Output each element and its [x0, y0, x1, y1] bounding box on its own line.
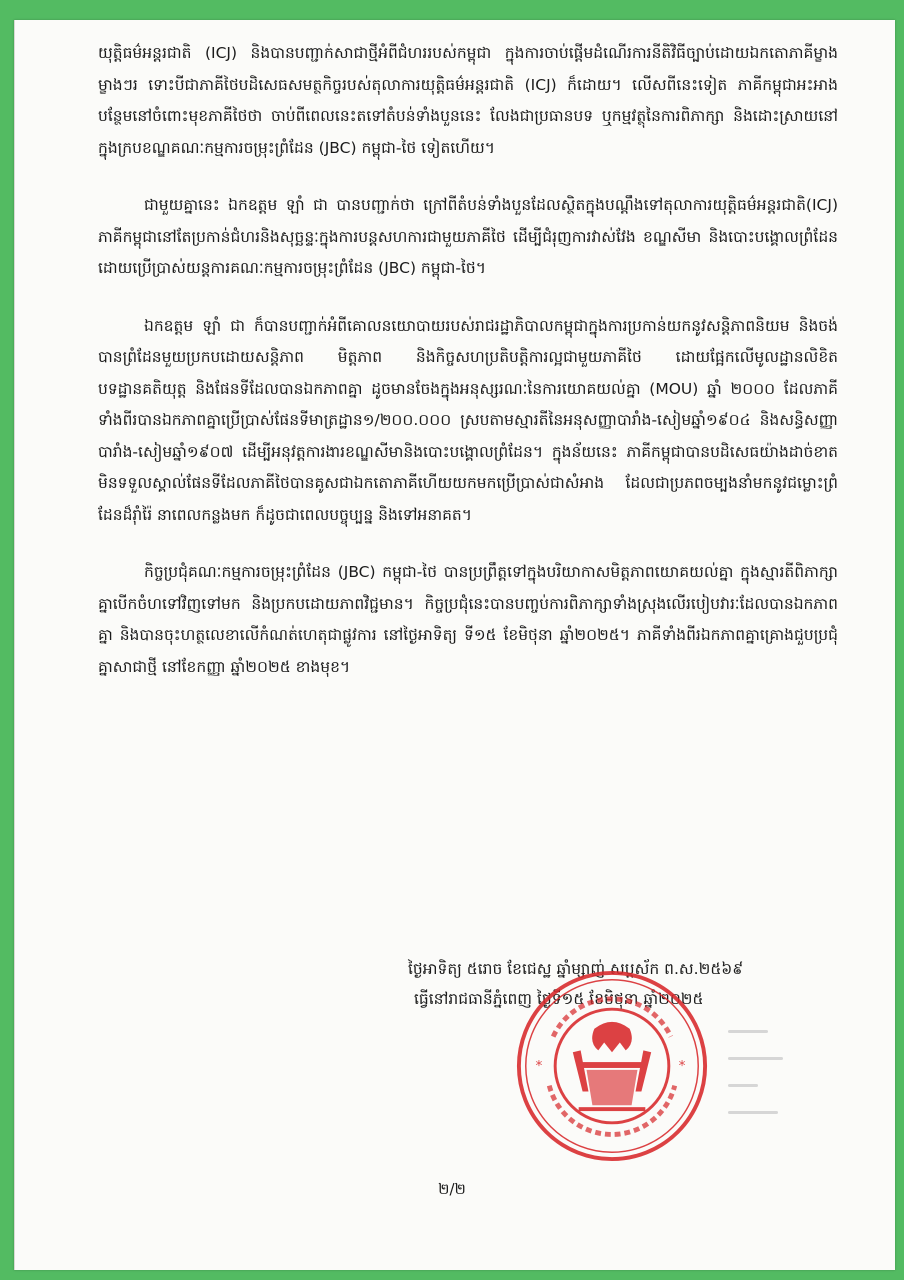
place-date: ធ្វើនៅរាជធានីភ្នំពេញ ថ្ងៃទី១៥ ខែមិថុនា ឆ្នាំ២០២៥: [414, 990, 704, 1008]
page-number: ២/២: [438, 1180, 466, 1198]
faint-signature-marks: [728, 1030, 788, 1140]
paragraph-1: យុត្តិធម៌អន្តរជាតិ (ICJ) និងបានបញ្ជាក់សាជាថ្មីអំពីជំហររបស់កម្ពុជា ក្នុងការចាប់ផ្តើមដំណើរការនីតិវិធីច្បាប់ដោយឯកតោភាគីម្ខាងម្ខាងៗរ ទោះបីជាភាគីថៃបដិសេធសមត្ថកិច្ចរបស់តុលាការយុត្តិធម៌អន្តរជាតិ (ICJ) ក៏ដោយ។ លើសពីនេះទៀត ភាគីកម្ពុជាអះអាងបន្ថែមនៅចំពោះមុខភាគីថៃថា ចាប់ពីពេលនេះតទៅតំបន់ទាំងបួននេះ លែងជាប្រធានបទ ឬកម្មវត្ថុនៃការពិភាក្សា និងដោះស្រាយនៅក្នុងក្របខណ្ឌគណៈកម្មការចម្រុះព្រំដែន (JBC) កម្ពុជា-ថៃ ទៀតហើយ។: [98, 44, 838, 157]
official-seal-stamp: [514, 968, 710, 1164]
paragraph-3: ឯកឧត្តម ឡាំ ជា ក៏បានបញ្ជាក់អំពីគោលនយោបាយរបស់រាជរដ្ឋាភិបាលកម្ពុជាក្នុងការប្រកាន់យកនូវសន្តិភាពនិយម និងចង់បានព្រំដែនមួយប្រកបដោយសន្តិភាព មិត្តភាព និងកិច្ចសហប្រតិបត្តិការល្អជាមួយភាគីថៃ ដោយផ្អែកលើមូលដ្ឋានលិខិតបទដ្ឋានគតិយុត្ត និងផែនទីដែលបានឯកភាពគ្នា ដូចមានចែងក្នុងអនុស្សរណៈនៃការយោគយល់គ្នា (MOU) ឆ្នាំ ២០០០ ដែលភាគីទាំងពីរបានឯកភាពគ្នាប្រើប្រាស់ផែនទីមាត្រដ្ឋាន១/២០០.០០០ ស្របតាមស្មារតីនៃអនុសញ្ញាបារាំង-សៀមឆ្នាំ១៩០៤ និងសន្ធិសញ្ញាបារាំង-សៀមឆ្នាំ១៩០៧ ដើម្បីអនុវត្តការងារខណ្ឌសីមានិងបោះបង្គោលព្រំដែន។ ក្នុងន័យនេះ ភាគីកម្ពុជាបានបដិសេធយ៉ាងដាច់ខាតមិនទទួលស្គាល់ផែនទីដែលភាគីថៃបានគូសជាឯកតោភាគីហើយយកមកប្រើប្រាស់ជាសំអាង ដែលជាប្រភពចម្បងនាំមកនូវជម្លោះព្រំដែនដ៏រ៉ាំរ៉ៃ នាពេលកន្លងមក ក៏ដូចជាពេលបច្ចុប្បន្ន និងទៅអនាគត។: [98, 316, 838, 524]
svg-text:*: *: [678, 1057, 686, 1074]
svg-text:*: *: [535, 1057, 543, 1074]
paragraph-4: កិច្ចប្រជុំគណៈកម្មការចម្រុះព្រំដែន (JBC) កម្ពុជា-ថៃ បានប្រព្រឹត្តទៅក្នុងបរិយាកាសមិត្តភាពយោគយល់គ្នា ក្នុងស្មារតីពិភាក្សាគ្នាបើកចំហទៅវិញទៅមក និងប្រកបដោយភាពវិជ្ជមាន។ កិច្ចប្រជុំនេះបានបញ្ចប់ការពិភាក្សាទាំងស្រុងលើរបៀបវារៈដែលបានឯកភាពគ្នា និងបានចុះហត្ថលេខាលើកំណត់ហេតុជាផ្លូវការ នៅថ្ងៃអាទិត្យ ទី១៥ ខែមិថុនា ឆ្នាំ២០២៥។ ភាគីទាំងពីរឯកភាពគ្នាគ្រោងជួបប្រជុំគ្នាសាជាថ្មី នៅខែកញ្ញា ឆ្នាំ២០២៥ ខាងមុខ។: [98, 563, 838, 676]
lunar-date: ថ្ងៃអាទិត្យ ៥រោច ខែជេស្ឋ ឆ្នាំម្សាញ់ សប្តស័ក ព.ស.២៥៦៩: [408, 960, 744, 978]
paragraph-2: ជាមួយគ្នានេះ ឯកឧត្តម ឡាំ ជា បានបញ្ជាក់ថា ក្រៅពីតំបន់ទាំងបួនដែលស្ថិតក្នុងបណ្តឹងទៅតុលាការយុត្តិធម៌អន្តរជាតិ(ICJ) ភាគីកម្ពុជានៅតែប្រកាន់ជំហរនិងសុច្ឆន្ទៈក្នុងការបន្តសហការជាមួយភាគីថៃ ដើម្បីជំរុញការវាស់វែង ខណ្ឌសីមា និងបោះបង្គោលព្រំដែន ដោយប្រើប្រាស់យន្តការគណៈកម្មការចម្រុះព្រំដែន (JBC) កម្ពុជា-ថៃ។: [98, 196, 838, 277]
document-body: [98, 38, 838, 709]
